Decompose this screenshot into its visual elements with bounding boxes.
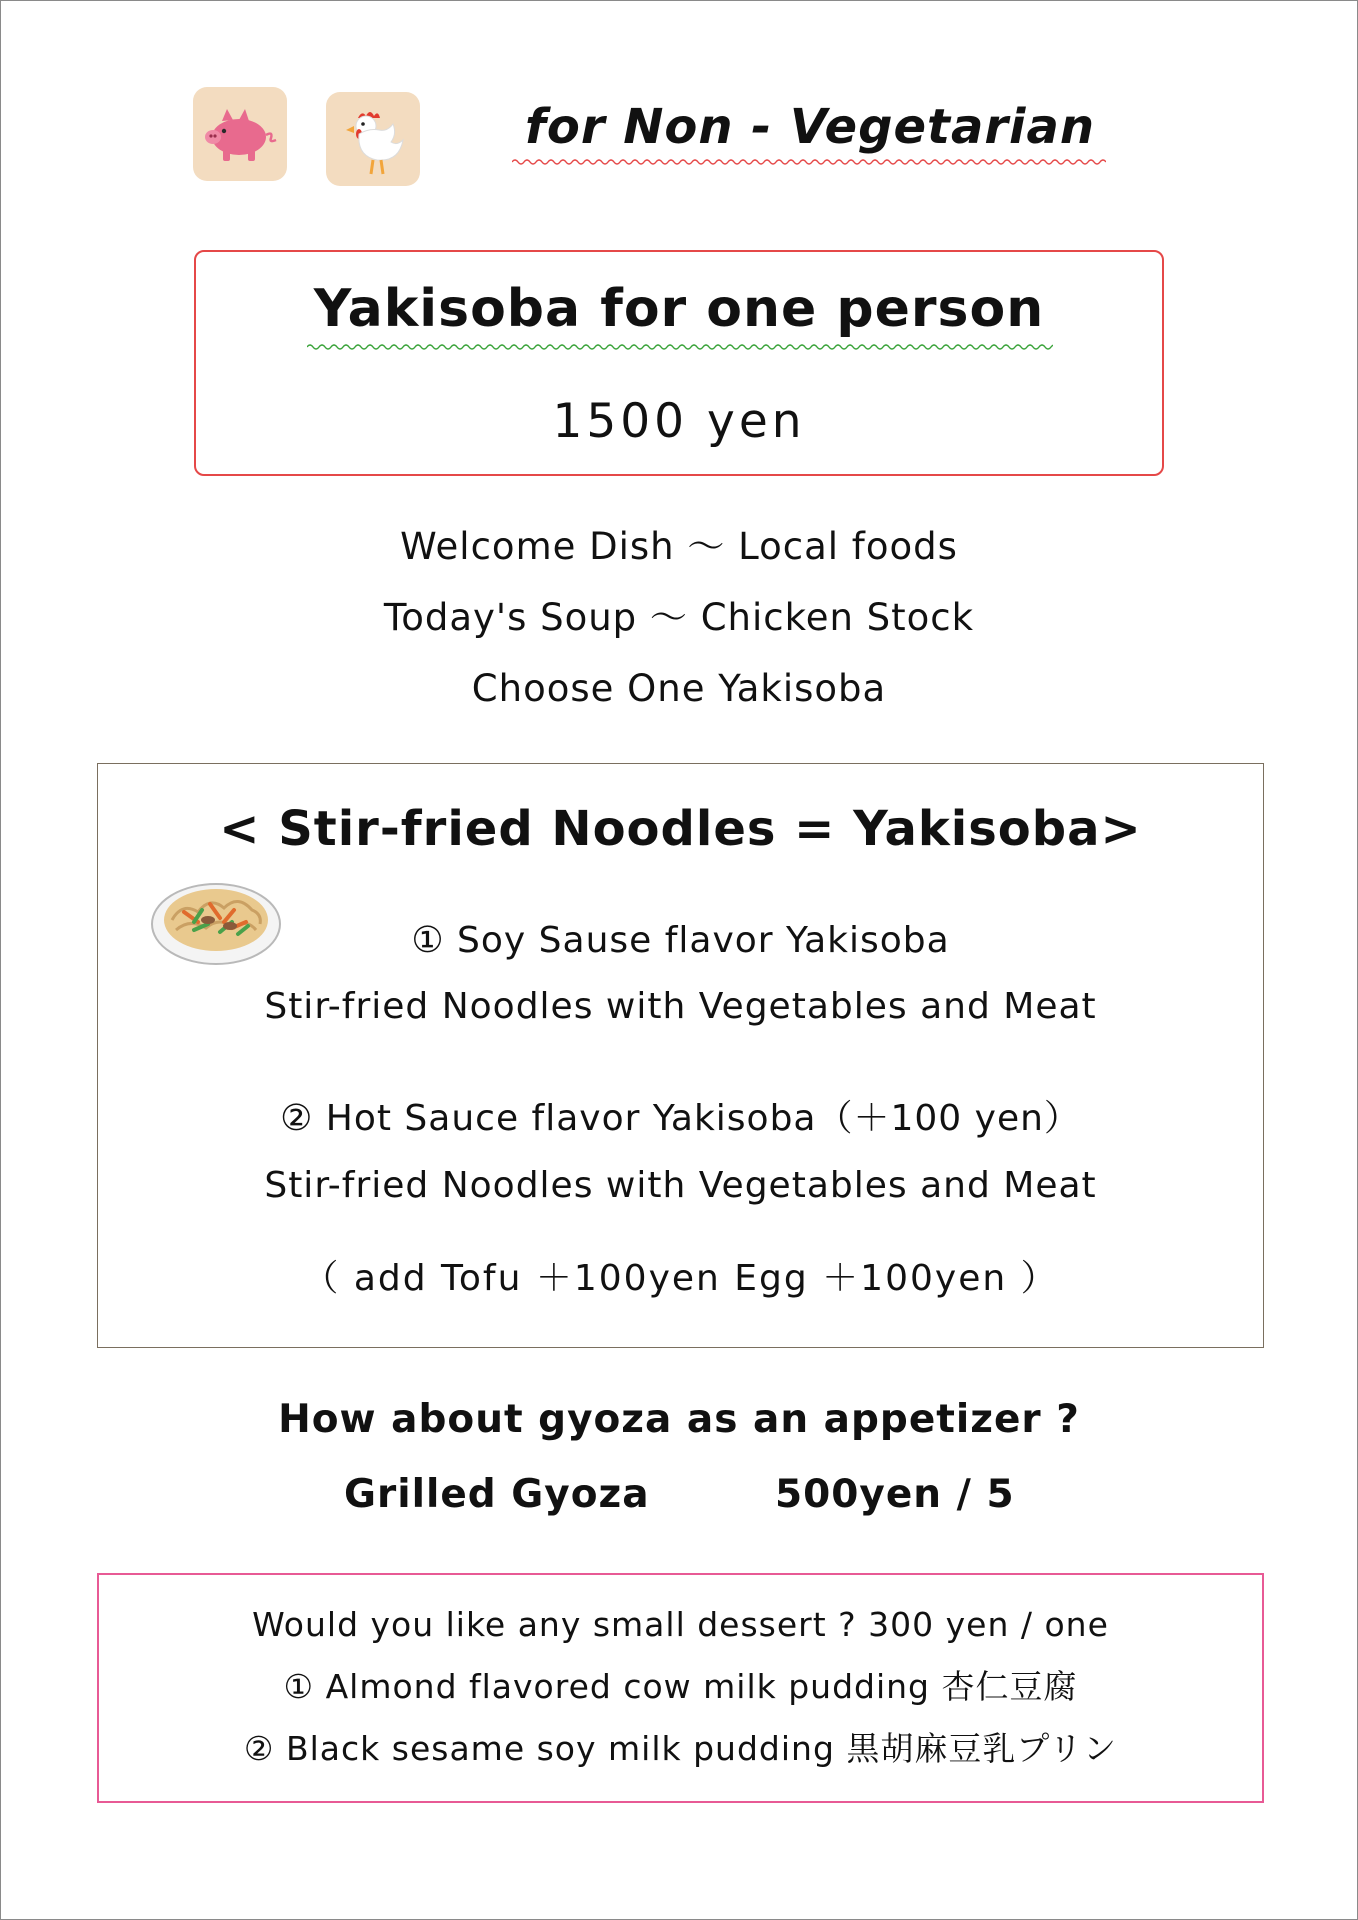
- chicken-icon: [326, 92, 420, 186]
- set-menu-price: 1500 yen: [552, 394, 806, 449]
- menu-category-title: for Non - Vegetarian: [524, 99, 1096, 155]
- gyoza-question: How about gyoza as an appetizer ?: [278, 1397, 1080, 1442]
- pig-icon: [193, 87, 287, 181]
- course-soup: Today's Soup ～ Chicken Stock: [383, 596, 975, 639]
- yakisoba-addons: （ add Tofu ＋100yen Egg ＋100yen ）: [302, 1258, 1059, 1299]
- yakisoba-section-title: < Stir-fried Noodles = Yakisoba>: [219, 801, 1142, 857]
- gyoza-item-price: 500yen / 5: [775, 1472, 1015, 1517]
- gyoza-item-name: Grilled Gyoza: [344, 1472, 650, 1517]
- dessert-item-2: ② Black sesame soy milk pudding 黒胡麻豆乳プリン: [243, 1729, 1118, 1768]
- course-choose-yakisoba: Choose One Yakisoba: [471, 667, 887, 710]
- dessert-question: Would you like any small dessert ? 300 yen / one: [252, 1605, 1109, 1644]
- yakisoba-option-1-name: ① Soy Sause flavor Yakisoba: [411, 920, 950, 961]
- course-welcome-dish: Welcome Dish ～ Local foods: [400, 525, 958, 568]
- set-menu-title: Yakisoba for one person: [313, 279, 1045, 339]
- yakisoba-option-2-name: ② Hot Sauce flavor Yakisoba（＋100 yen）: [280, 1098, 1081, 1139]
- yakisoba-option-1-description: Stir-fried Noodles with Vegetables and Meat: [264, 986, 1097, 1027]
- dessert-item-1: ① Almond flavored cow milk pudding 杏仁豆腐: [283, 1667, 1078, 1706]
- yakisoba-option-2-description: Stir-fried Noodles with Vegetables and Meat: [264, 1165, 1097, 1206]
- header-wavy-underline: [512, 158, 1106, 166]
- set-menu-wavy-underline: [307, 343, 1053, 351]
